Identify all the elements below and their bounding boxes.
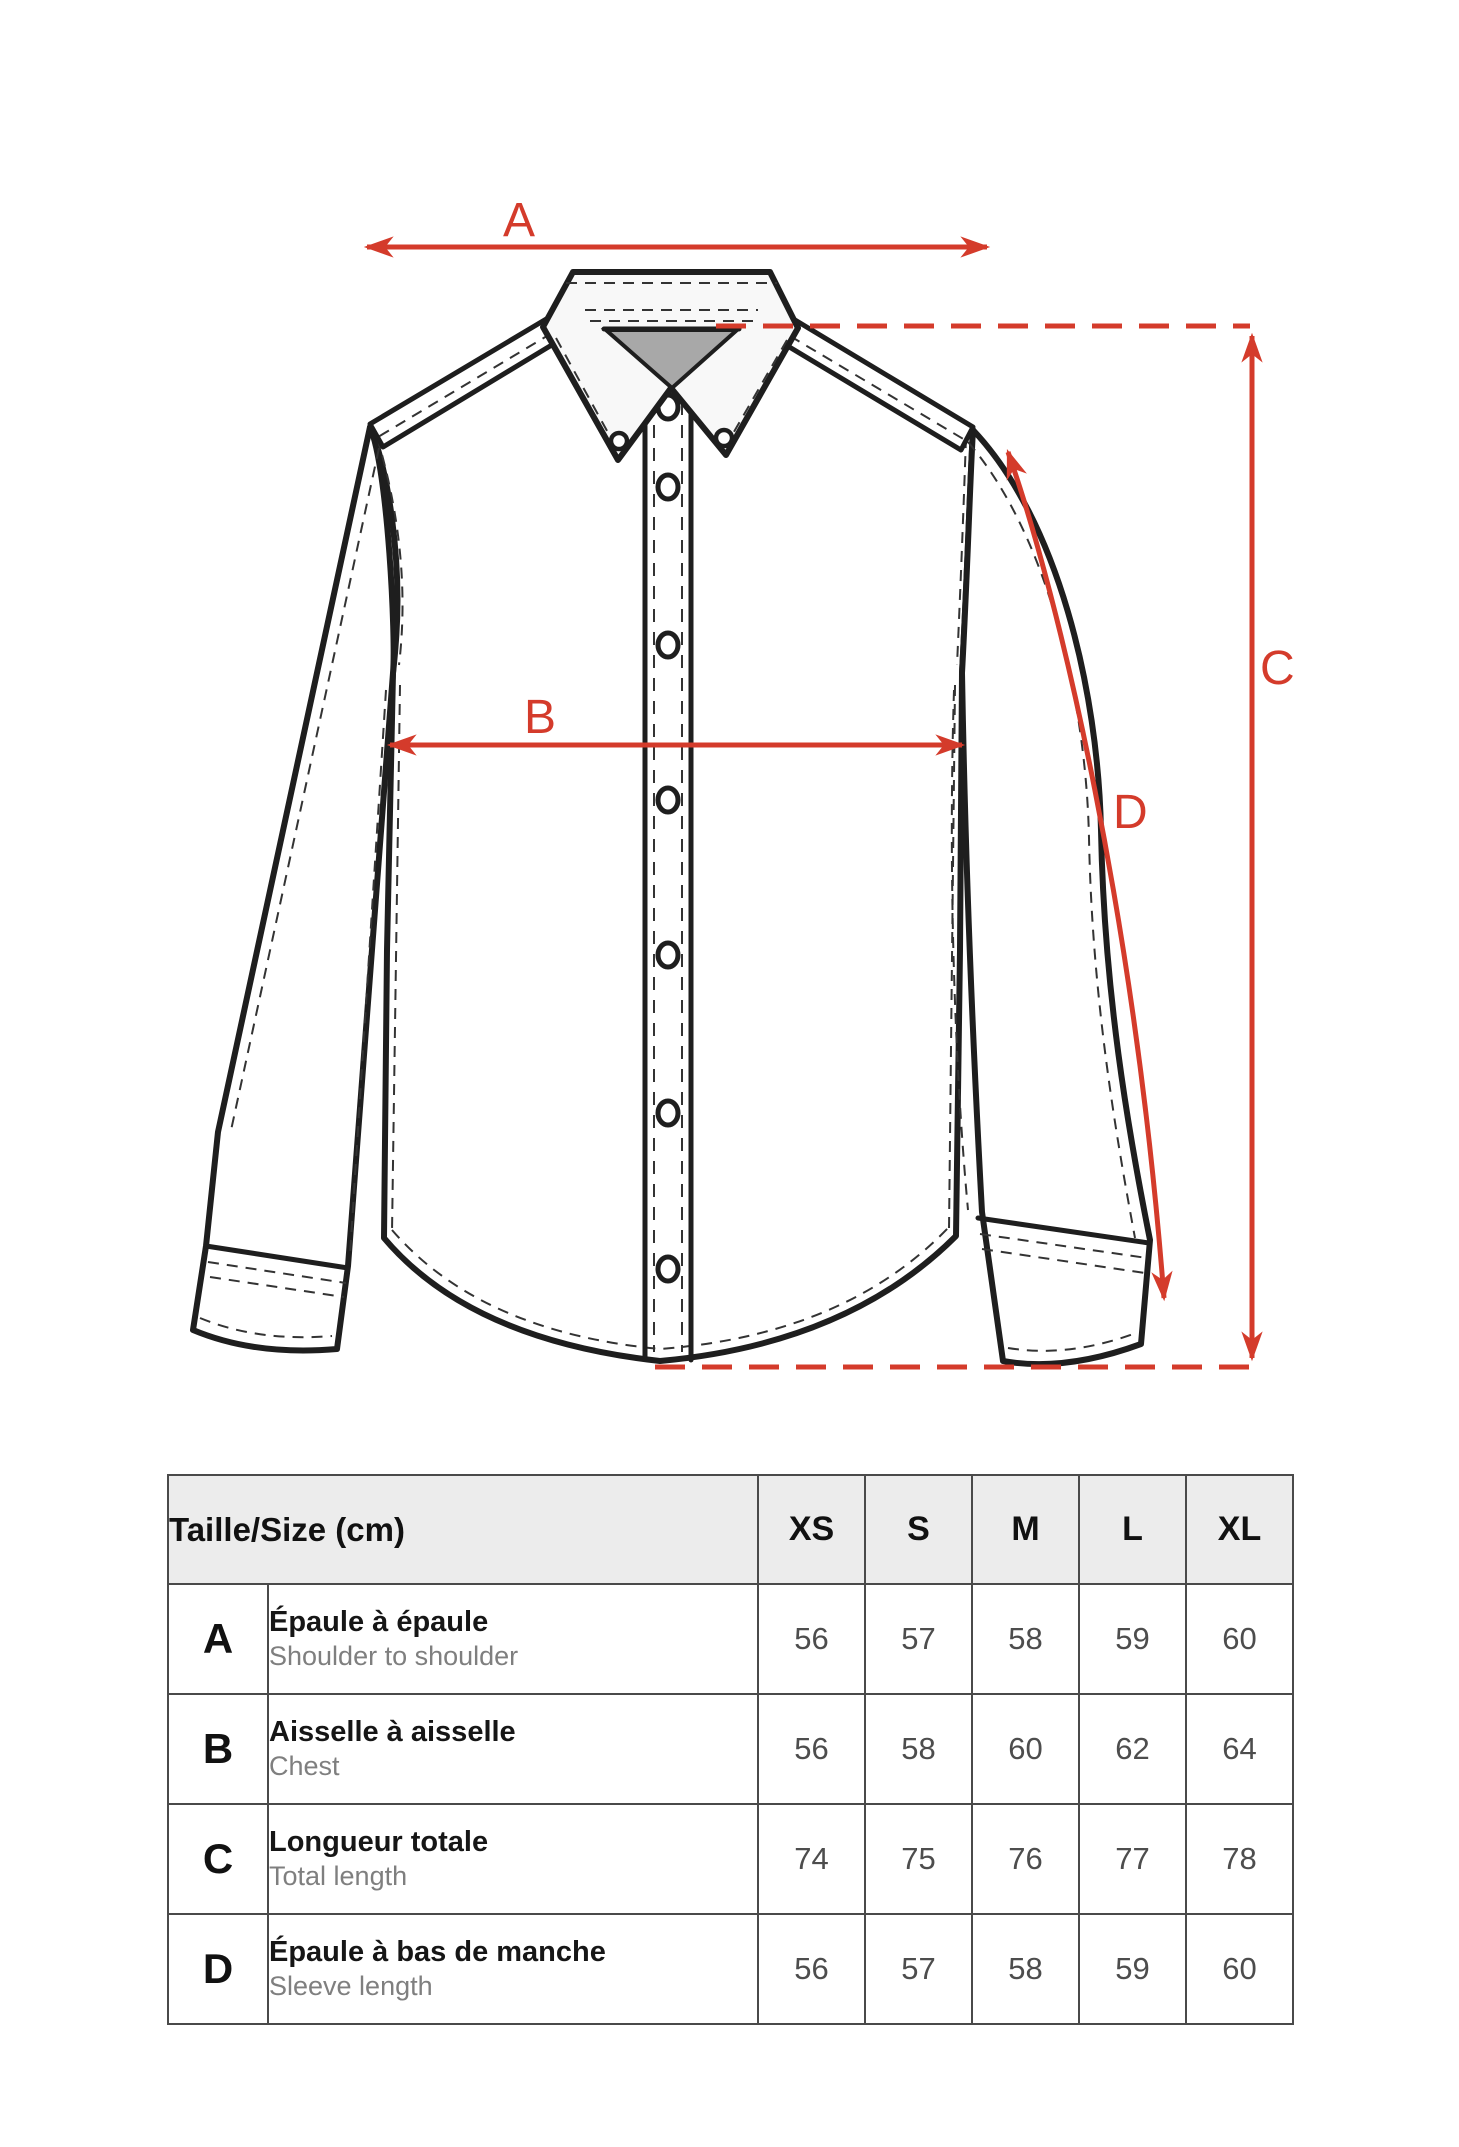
size-value: 60 [1186,1584,1293,1694]
size-col-header-l: L [1079,1475,1186,1584]
measure-label-d: D [1113,786,1148,839]
measure-label-en: Sleeve length [269,1971,433,2002]
table-row-a [168,1584,1293,1694]
size-value: 75 [865,1804,972,1914]
measure-label [268,1584,758,1694]
measure-label-fr: Épaule à épaule [269,1606,489,1638]
table-row-b [168,1694,1293,1804]
size-value: 57 [865,1914,972,2024]
size-col-header-xl: XL [1186,1475,1293,1584]
table-row-c [168,1804,1293,1914]
size-value: 77 [1079,1804,1186,1914]
measure-letter: A [168,1584,268,1694]
measure-label-fr: Longueur totale [269,1826,489,1858]
right-sleeve [962,430,1150,1364]
size-value: 58 [972,1914,1079,2024]
measure-label-a: A [502,194,536,247]
size-col-header-m: M [972,1475,1079,1584]
table-row-d [168,1914,1293,2024]
measure-label-en: Chest [269,1751,340,1782]
left-sleeve [193,427,394,1350]
measure-label [268,1914,758,2024]
size-value: 60 [1186,1914,1293,2024]
size-value: 58 [865,1694,972,1804]
measure-letter: C [168,1804,268,1914]
measure-label-fr: Épaule à bas de manche [269,1936,606,1968]
measure-label-en: Total length [269,1861,408,1892]
size-value: 58 [972,1584,1079,1694]
size-value: 56 [758,1584,865,1694]
size-value: 59 [1079,1914,1186,2024]
shirt-outline [193,272,1150,1364]
size-value: 64 [1186,1694,1293,1804]
size-col-header-xs: XS [758,1475,865,1584]
measure-label-fr: Aisselle à aisselle [269,1716,516,1748]
measure-arrow-a [367,194,987,247]
measure-label [268,1804,758,1914]
size-value: 57 [865,1584,972,1694]
size-chart [167,1474,1294,2025]
table-header-row [168,1475,1293,1584]
size-col-header-s: S [865,1475,972,1584]
measure-label-en: Shoulder to shoulder [269,1641,519,1672]
measure-letter: B [168,1694,268,1804]
size-chart-table [167,1474,1294,2025]
size-value: 56 [758,1694,865,1804]
measure-label-c: C [1260,642,1295,695]
size-value: 76 [972,1804,1079,1914]
table-title: Taille/Size (cm) [168,1475,758,1584]
measure-label-b: B [523,691,557,744]
size-value: 56 [758,1914,865,2024]
size-value: 59 [1079,1584,1186,1694]
measure-letter: D [168,1914,268,2024]
size-value: 62 [1079,1694,1186,1804]
measure-label [268,1694,758,1804]
size-value: 60 [972,1694,1079,1804]
size-value: 78 [1186,1804,1293,1914]
size-value: 74 [758,1804,865,1914]
